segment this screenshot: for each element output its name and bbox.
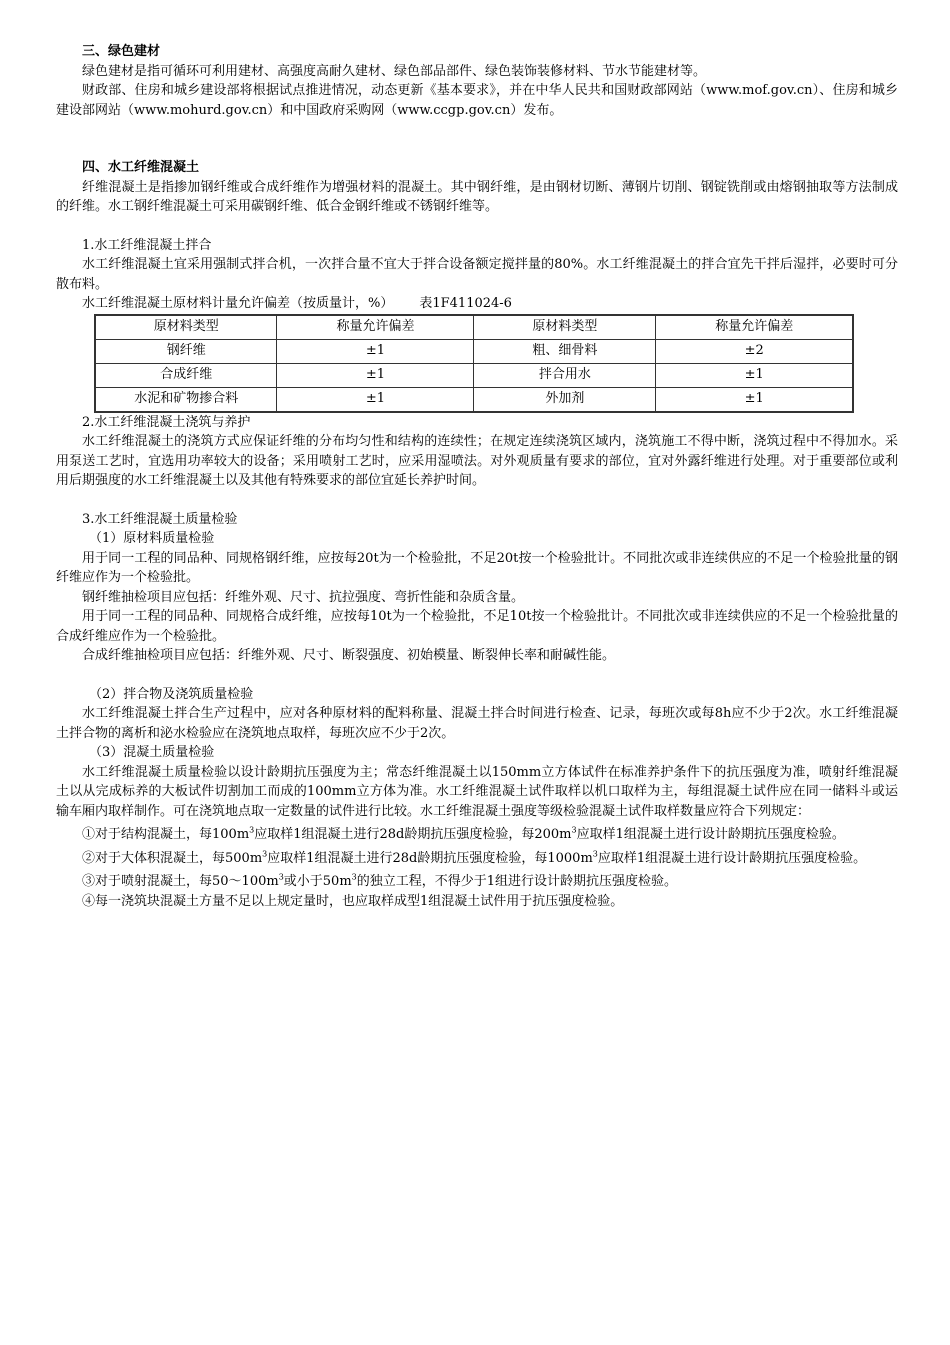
subsection-3-3-paragraph: 水工纤维混凝土质量检验以设计龄期抗压强度为主；常态纤维混凝土以150mm立方体试件在标准养护条件下的抗压强度为准，喷射纤维混凝土以从完成标养的大板试件切割加工而成的100mm立方体为准。水工纤维混凝土试件取样以机口取样为主，每组混凝土试件应在同一储料斗或运输车厢内取样制作。可在浇筑地点取一定数量的试件进行比较。水工纤维混凝土强度等级检验混凝土试件取样数量应符合下列规定：: [56, 764, 898, 819]
table-cell: ±1: [277, 363, 474, 387]
superscript: 3: [249, 825, 255, 835]
sampling-rule-1: [56, 825, 898, 845]
subsection-3-2-title: （2）拌合物及浇筑质量检验: [89, 686, 254, 702]
table-cell: 钢纤维: [95, 339, 277, 363]
table-cell: ±2: [656, 339, 853, 363]
rule-text: ②对于大体积混凝土，每500m: [82, 850, 263, 866]
sampling-rule-2: [56, 849, 898, 869]
table-cell: ±1: [277, 387, 474, 412]
table-header-cell: 称量允许偏差: [277, 315, 474, 340]
subsection-3-1-paragraph-1: 用于同一工程的同品种、同规格钢纤维，应按每20t为一个检验批，不足20t按一个检验批计。不同批次或非连续供应的不足一个检验批量的钢纤维应作为一个检验批。: [56, 550, 898, 585]
table-row: [95, 363, 853, 387]
rule-text: 或小于50m: [283, 874, 352, 889]
table-cell: 水泥和矿物掺合料: [95, 387, 277, 412]
subsection-3-3-title: （3）混凝土质量检验: [89, 745, 215, 760]
superscript: 3: [571, 825, 577, 835]
table-cell: 外加剂: [474, 387, 656, 412]
table-row: [95, 387, 853, 412]
section-4-paragraph-1: 纤维混凝土是指掺加钢纤维或合成纤维作为增强材料的混凝土。其中钢纤维，是由钢材切断、薄钢片切削、钢锭铣削或由熔钢抽取等方法制成的纤维。水工钢纤维混凝土可采用碳钢纤维、低合金钢纤维或不锈钢纤维等。: [56, 179, 898, 214]
subsection-3-1-paragraph-3: 用于同一工程的同品种、同规格合成纤维，应按每10t为一个检验批，不足10t按一个检验批计。不同批次或非连续供应的不足一个检验批量的合成纤维应作为一个检验批。: [56, 609, 898, 644]
table-row: [95, 339, 853, 363]
table-cell: ±1: [277, 339, 474, 363]
table-cell: 粗、细骨料: [474, 339, 656, 363]
rule-text: ①对于结构混凝土，每100m: [82, 827, 250, 842]
rule-text: 应取样1组混凝土进行28d龄期抗压强度检验，每200m: [254, 827, 572, 842]
section-4-heading: 四、水工纤维混凝土: [82, 160, 200, 175]
superscript: 3: [592, 849, 598, 859]
table-caption: [56, 294, 898, 314]
sampling-rule-3: [56, 872, 898, 892]
rule-text: 的独立工程，不得少于1组进行设计龄期抗压强度检验。: [356, 874, 678, 889]
table-header-cell: 原材料类型: [95, 315, 277, 340]
tolerance-table: [94, 314, 854, 413]
section-3-heading: 三、绿色建材: [82, 44, 161, 59]
spacer: [56, 217, 898, 236]
superscript: 3: [278, 872, 284, 882]
subsection-3-title: 3.水工纤维混凝土质量检验: [82, 511, 238, 527]
spacer: [56, 120, 898, 158]
subsection-3-1-paragraph-4: 合成纤维抽检项目应包括：纤维外观、尺寸、断裂强度、初始模量、断裂伸长率和耐碱性能。: [82, 648, 616, 663]
subsection-1-title: 1.水工纤维混凝土拌合: [82, 237, 212, 253]
subsection-3-1-paragraph-2: 钢纤维抽检项目应包括：纤维外观、尺寸、抗拉强度、弯折性能和杂质含量。: [82, 589, 525, 605]
rule-text: ③对于喷射混凝土，每50～100m: [82, 874, 279, 889]
sampling-rule-4: ④每一浇筑块混凝土方量不足以上规定量时，也应取样成型1组混凝土试件用于抗压强度检验。: [82, 893, 624, 909]
table-cell: ±1: [656, 363, 853, 387]
spacer: [56, 491, 898, 510]
rule-text: 应取样1组混凝土进行设计龄期抗压强度检验。: [576, 827, 845, 842]
subsection-1-paragraph: 水工纤维混凝土宜采用强制式拌合机，一次拌合量不宜大于拌合设备额定搅拌量的80%。水工纤维混凝土的拌合宜先干拌后湿拌，必要时可分散布料。: [56, 257, 898, 292]
table-cell: 合成纤维: [95, 363, 277, 387]
superscript: 3: [351, 872, 357, 882]
table-number: 表1F411024-6: [419, 296, 512, 311]
spacer: [56, 666, 898, 685]
table-cell: 拌合用水: [474, 363, 656, 387]
table-caption-text: 水工纤维混凝土原材料计量允许偏差（按质量计，%）: [82, 296, 394, 311]
table-header-row: [95, 315, 853, 340]
table-header-cell: 原材料类型: [474, 315, 656, 340]
subsection-2-paragraph: 水工纤维混凝土的浇筑方式应保证纤维的分布均匀性和结构的连续性；在规定连续浇筑区域内，浇筑施工不得中断，浇筑过程中不得加水。采用泵送工艺时，宜选用功率较大的设备；采用喷射工艺时，应采用湿喷法。对外观质量有要求的部位，宜对外露纤维进行处理。对于重要部位或利用后期强度的水工纤维混凝土以及其他有特殊要求的部位宜延长养护时间。: [56, 434, 898, 488]
subsection-2-title: 2.水工纤维混凝土浇筑与养护: [82, 414, 251, 430]
superscript: 3: [262, 849, 268, 859]
table-header-cell: 称量允许偏差: [656, 315, 853, 340]
section-3-paragraph-1: 绿色建材是指可循环可利用建材、高强度高耐久建材、绿色部品部件、绿色装饰装修材料、节水节能建材等。: [82, 63, 707, 79]
subsection-3-1-title: （1）原材料质量检验: [89, 531, 215, 546]
document-page: [56, 42, 898, 911]
rule-text: 应取样1组混凝土进行28d龄期抗压强度检验，每1000m: [267, 850, 593, 866]
table-cell: ±1: [656, 387, 853, 412]
section-3-paragraph-2: 财政部、住房和城乡建设部将根据试点推进情况，动态更新《基本要求》，并在中华人民共和国财政部网站（www.mof.gov.cn）、住房和城乡建设部网站（www.mohurd.gov.cn）和中国政府采购网（www.ccgp.gov.cn）发布。: [56, 83, 898, 118]
rule-text: 应取样1组混凝土进行设计龄期抗压强度检验。: [597, 850, 867, 866]
subsection-3-2-paragraph: 水工纤维混凝土拌合生产过程中，应对各种原材料的配料称量、混凝土拌合时间进行检查、记录，每班次或每8h应不少于2次。水工纤维混凝土拌合物的离析和泌水检验应在浇筑地点取样，每班次应不少于2次。: [56, 706, 898, 741]
